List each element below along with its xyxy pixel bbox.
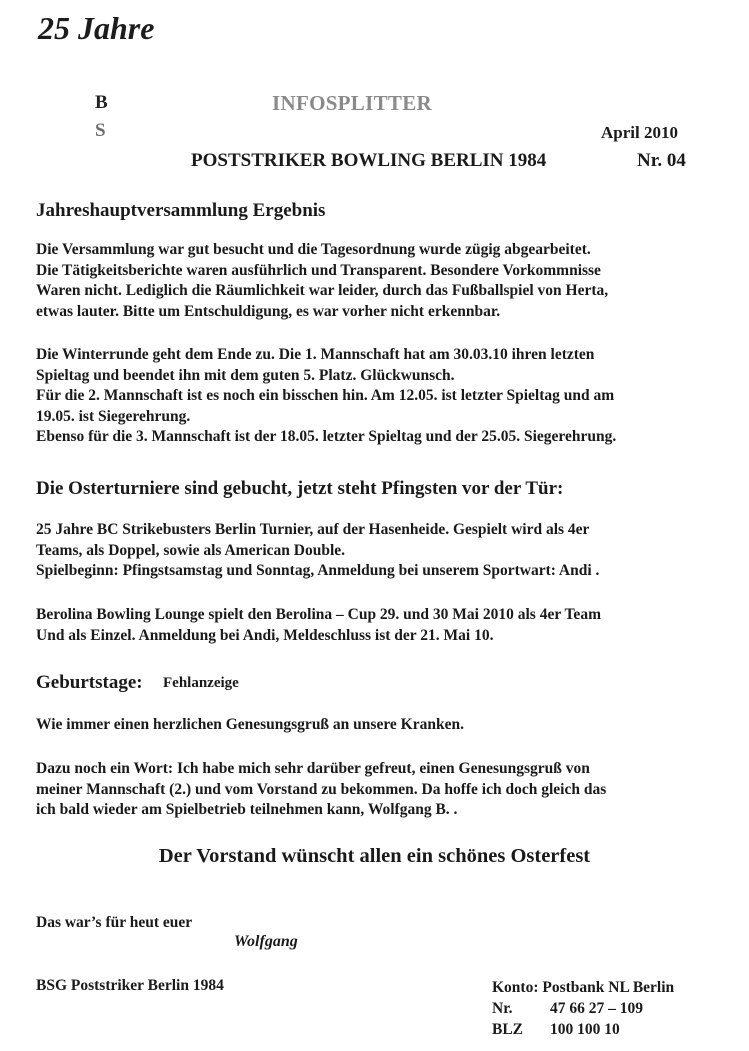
birthday-heading: Geburtstage: xyxy=(36,672,143,693)
birthday-note: Fehlanzeige xyxy=(163,675,239,691)
thanks-paragraph xyxy=(36,759,726,821)
club-heading: POSTSTRIKER BOWLING BERLIN 1984 xyxy=(191,150,547,171)
winter-paragraph xyxy=(36,345,726,448)
thanks-line: ich bald wieder am Spielbetrieb teilnehmen kann, Wolfgang B. . xyxy=(36,801,458,818)
easter-wish: Der Vorstand wünscht allen ein schönes Osterfest xyxy=(158,845,591,867)
berolina-paragraph xyxy=(36,605,726,646)
account-number-label: Nr. xyxy=(492,1000,513,1017)
winter-line: Die Winterrunde geht dem Ende zu. Die 1. Mannschaft hat am 30.03.10 ihren letzten xyxy=(36,346,595,363)
berolina-line: Berolina Bowling Lounge spielt den Berolina – Cup 29. und 30 Mai 2010 als 4er Team xyxy=(36,606,601,623)
issue-date: April 2010 xyxy=(601,123,678,142)
strikebusters-paragraph xyxy=(36,520,726,582)
meeting-heading: Jahreshauptversammlung Ergebnis xyxy=(36,200,326,221)
easter-heading: Die Osterturniere sind gebucht, jetzt steht Pfingsten vor der Tür: xyxy=(36,478,564,499)
thanks-line: meiner Mannschaft (2.) und vom Vorstand zu bekommen. Da hoffe ich doch gleich das xyxy=(36,780,607,798)
winter-line: Für die 2. Mannschaft ist es noch ein bisschen hin. Am 12.05. ist letzter Spieltag und am xyxy=(36,387,615,404)
meeting-line: etwas lauter. Bitte um Entschuldigung, es war vorher nicht erkennbar. xyxy=(36,302,501,320)
meeting-line: Die Versammlung war gut besucht und die Tagesordnung wurde zügig abgearbeitet. xyxy=(36,241,591,258)
blz-label: BLZ xyxy=(492,1021,524,1038)
bank-details xyxy=(492,977,674,1040)
bank-label: Konto: Postbank NL Berlin xyxy=(492,979,675,996)
anniversary-title: 25 Jahre xyxy=(38,10,155,46)
thanks-line: Dazu noch ein Wort: Ich habe mich sehr darüber gefreut, einen Genesungsgruß von xyxy=(36,760,590,777)
issue-number: Nr. 04 xyxy=(637,150,686,171)
strikebusters-line: Teams, als Doppel, sowie als American Double. xyxy=(36,541,346,559)
winter-line: Spieltag und beendet ihn mit dem guten 5. Platz. Glückwunsch. xyxy=(36,366,455,384)
club-name: BSG Poststriker Berlin 1984 xyxy=(36,977,224,994)
account-number-row xyxy=(492,998,674,1019)
account-number-value: 47 66 27 – 109 xyxy=(550,1000,643,1017)
blz-value: 100 100 10 xyxy=(550,1021,620,1038)
signature: Wolfgang xyxy=(234,933,298,950)
strikebusters-line: Spielbeginn: Pfingstsamstag und Sonntag, Anmeldung bei unserem Sportwart: Andi . xyxy=(36,562,600,579)
get-well-line: Wie immer einen herzlichen Genesungsgruß an unsere Kranken. xyxy=(36,716,464,733)
winter-line: Ebenso für die 3. Mannschaft ist der 18.05. letzter Spieltag und der 25.05. Siegerehrung. xyxy=(36,428,617,445)
meeting-paragraph xyxy=(36,240,726,322)
logo-letter-s: S xyxy=(95,120,106,141)
logo-letter-b: B xyxy=(95,92,108,113)
closing-line: Das war’s für heut euer xyxy=(36,914,193,931)
strikebusters-line: 25 Jahre BC Strikebusters Berlin Turnier, auf der Hasenheide. Gespielt wird als 4er xyxy=(36,521,590,538)
meeting-line: Die Tätigkeitsberichte waren ausführlich und Transparent. Besondere Vorkommnisse xyxy=(36,261,601,279)
meeting-line: Waren nicht. Lediglich die Räumlichkeit war leider, durch das Fußballspiel von Herta, xyxy=(36,282,609,299)
winter-line: 19.05. ist Siegerehrung. xyxy=(36,407,191,425)
newsletter-title: INFOSPLITTER xyxy=(272,91,432,115)
berolina-line: Und als Einzel. Anmeldung bei Andi, Meldeschluss ist der 21. Mai 10. xyxy=(36,626,494,644)
blz-row xyxy=(492,1019,674,1040)
